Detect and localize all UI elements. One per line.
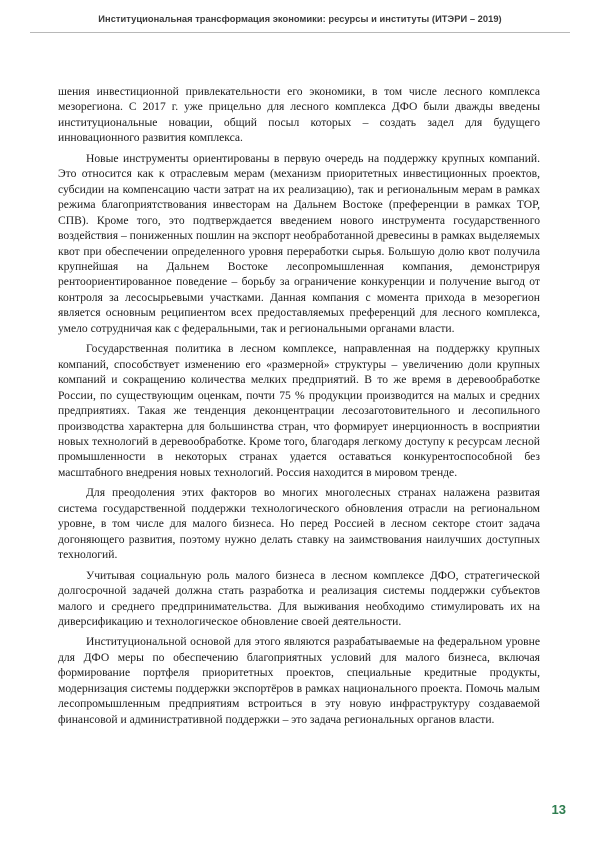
- paragraph-6: Институциональной основой для этого являются разрабатываемые на федеральном уровне для ДФО меры по обеспечению благоприятных условий для малого бизнеса, включая формирование портфеля приоритетных проектов, специальные кредитные продукты, модернизация системы поддержки экспортёров в рамках национального проекта. Помочь малым лесопромышленным предприятиям встроиться в эту новую инфраструктуру создаваемой финансовой и административной поддержки – это задача региональных органов власти.: [58, 635, 540, 726]
- paragraph-4: Для преодоления этих факторов во многих многолесных странах налажена развитая система государственной поддержки технологического обновления отрасли на региональном уровне, в том числе для малого бизнеса. Но перед Россией в лесном секторе стоит задача догоняющего развития, поэтому нужно делать ставку на заимствования наилучших доступных технологий.: [58, 486, 540, 562]
- paragraph-3: Государственная политика в лесном комплексе, направленная на поддержку крупных компаний, способствует изменению его «размерной» структуры – увеличению доли крупных компаний и сокращению количества мелких предприятий. В то же время в деревообработке России, по существующим оценкам, почти 75 % продукции производится на малых и средних предприятиях. Такая же тенденция деконцентрации лесозаготовительного и лесопильного производства характерна для большинства стран, что формирует инерционность в восприятии новых технологий в деревообработке. Кроме того, благодаря легкому доступу к ресурсам лесной промышленности в некоторых странах удается оставаться конкурентоспособной без масштабного внедрения новых технологий. Россия находится в мировом тренде.: [58, 342, 540, 479]
- running-header: Институциональная трансформация экономики: ресурсы и институты (ИТЭРИ – 2019): [98, 14, 502, 24]
- paragraph-1: шения инвестиционной привлекательности его экономики, в том числе лесного комплекса мезорегиона. С 2017 г. уже прицельно для лесного комплекса ДФО были дважды введены институциональные новации, общий посыл которых – создать задел для будущего инновационного развития комплекса.: [58, 85, 540, 145]
- page-number: 13: [551, 802, 566, 817]
- paragraph-2: Новые инструменты ориентированы в первую очередь на поддержку крупных компаний. Это относится как к отраслевым мерам (механизм приоритетных инвестиционных проектов, субсидии на компенсацию части затрат на их реализацию), так и региональным мерам в рамках режима благоприятствования инвесторам на Дальнем Востоке (преференции в рамках ТОР, СПВ). Кроме того, это подтверждается введением нового инструмента государственного воздействия – пониженных пошлин на экспорт необработанной древесины в рамках выделяемых квот при обеспечении определенного уровня переработки сырья. Большую долю квот получила крупнейшая на Дальнем Востоке лесопромышленная компания, демонстрируя рентоориентированное поведение – борьбу за ограничение конкуренции и получение выгод от контроля за лесосырьевыми участками. Данная компания с момента прихода в мезорегион является основным реципиентом всех предоставляемых преференций для лесного комплекса, умело сотрудничая как с федеральными, так и региональными органами власти.: [58, 151, 540, 335]
- header-divider: [30, 32, 570, 33]
- page-body: [58, 84, 540, 732]
- paragraph-5: Учитывая социальную роль малого бизнеса в лесном комплексе ДФО, стратегической долгосрочной задачей должна стать разработка и реализация системы поддержки субъектов малого и среднего предпринимательства. Для выживания необходимо стимулировать их на диверсификацию и технологическое обновление своей деятельности.: [58, 568, 540, 628]
